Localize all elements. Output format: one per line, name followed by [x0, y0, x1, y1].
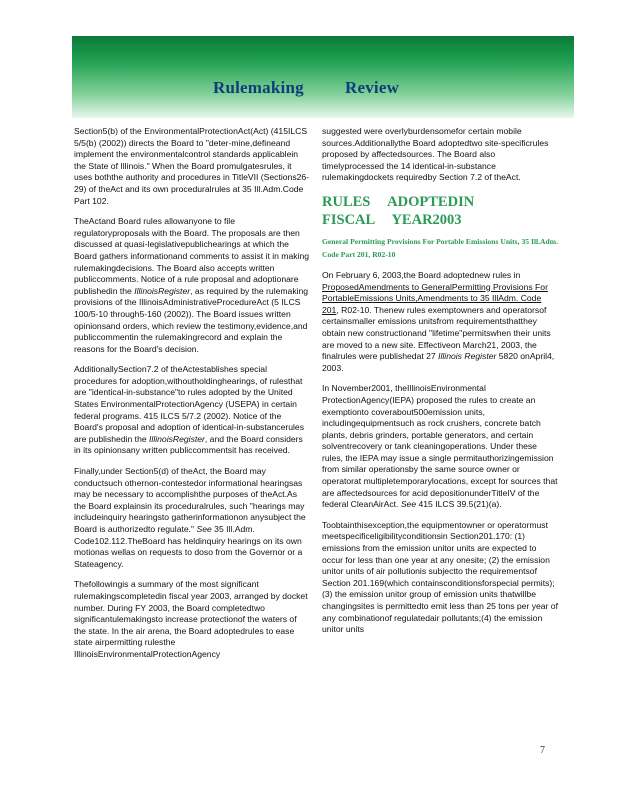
paragraph: Thefollowingis a summary of the most significant rulemakingscompletedin fiscal year 2003, arranged by docket number. During FY 2003, the Board completedtwo significantulemakingsto increase protectionof the waters of the state. In the air arena, the Board adoptedrules to ease state airpermitting rulesthe IllinoisEnvironmentalProtectionAgency [74, 579, 308, 659]
right-column [322, 126, 558, 645]
paragraph: Finally,under Section5(d) of theAct, the Board may conductsuch othernon-contestedor informational hearingsas may be necessary to accomplishthe purposes of theAct.As the Board explainsin its proceduralrules, such "hearings may includeinquiry hearingsto gatherinformationon anysubject the Board is authorizedto regulate." See 35 Ill.Adm. Code102.112.TheBoard has heldinquiry hearings on its own motionas wellas on requests to doso from the Governor or a Stateagency. [74, 466, 306, 569]
left-column [74, 126, 310, 670]
section-heading: RULES ADOPTEDIN FISCAL YEAR2003 [322, 193, 475, 228]
section-subheading: General Permitting Provisions For Portable Emissions Units, 35 Ill.Adm. Code Part 201, R02-10 [322, 236, 558, 259]
docket-link[interactable]: ProposedAmendments to GeneralPermitting Provisions For PortableEmissions Units,Amendments to 35 IllAdm. Code 201 [322, 281, 548, 315]
paragraph: suggested were overlyburdensomefor certain mobile sources.Additionallythe Board adoptedtwo site-specificrules proposed by affectedsources. The Board also timelyprocessed the 14 identical-in-substance rulemakingdockets requiredby Section 7.2 of theAct. [322, 126, 549, 183]
header-banner [72, 36, 574, 118]
page-number: 7 [540, 745, 545, 756]
paragraph: Section5(b) of the EnvironmentalProtectionAct(Act) (415ILCS 5/5(b) (2002)) directs the Board to "deter-mine,defineand implement the environmentalcontrol standards applicablein the State of Illinois." When the Board promulgatesrules, it uses boththe authority and procedures in TitleVII (Sections26-29) of theAct and its own proceduralrules at 35 Ill.Adm.Code Part 102. [74, 126, 310, 206]
page-title-rulemaking: Rulemaking [213, 78, 304, 97]
paragraph: Toobtainthisexception,the equipmentowner or operatormust meetspecificeligibilityconditionsin Section201.170: (1) emissions from the emission unitor units are expected to occur for less than one year at any onesite; (2) the emission unitor units of air pollutionis subjectto the requirementsof Section 201.169(which containsconditionsforspecial permits); (3) the emission unitor group of emission units thatwillbe changingsites is permittedto emit less than 25 tons per year of any combinationof regulatedair pollutants;(4) the emission unitor units [322, 519, 558, 635]
paragraph: In November2001, theIllinoisEnvironmental ProtectionAgency(IEPA) proposed the rules to create an exemptionto coverabout500emission units, includingequipmentsuch as rock crushers, concrete batch plants, debris grinders, portable generators, and certain solventrecovery or tank cleaningoperations. Under these rules, the IEPA may issue a single permitauthorizingemission from similar operationsby the same source owner or operatorat multipletemporarylocations, except for sources that are affectedsources for acid depositionunderTitleIV of the federal CleanAirAct. See 415 ILCS 39.5(21)(a). [322, 383, 558, 510]
paragraph: AdditionallySection7.2 of theActestablishes special procedures for adoption,withoutholdinghearings, of rulesthat are "identical-in-substance"to rules adopted by the United States EnvironmentalProtectionAgency (USEPA) in certain federal programs. 415 ILCS 5/7.2 (2002). Notice of the Board's proposal and adoption of identical-in-substancerules are publishedin the IllinoisRegister, and the Board considers in its opinionsany written publiccommentsit has received. [74, 364, 304, 456]
paragraph: TheActand Board rules allowanyone to file regulatoryproposals with the Board. The proposals are then discussed at quasi-legislativepublichearings at which the Board gathers informationand comments to assist it in making rulemakingdecisions. The Board also accepts written publiccomments. Notice of a rule proposal and adoptionare publishedin the IllinoisRegister, as required by the rulemaking provisions of the IllinoisAdministrativeProcedureAct (5 ILCS 100/5-10 through5-160 (2002)). The Board issues written opinionsand orders, which review the testimony,evidence,and publiccommentin the rulemakingrecord and explain the reasons for the Board's decision. [74, 216, 310, 354]
paragraph: On February 6, 2003,the Board adoptednew rules in ProposedAmendments to GeneralPermitting Provisions For PortableEmissions Units,Amendments to 35 IllAdm. Code 201, R02-10. Thenew rules exemptowners and operatorsof certainsmaller emissions unitsfrom requirementsthatthey obtain new constructionand "lifetime"permitswhen their units are moved to a new site. Effectiveon March21, 2003, the finalrules were publishedat 27 Illinois Register 5820 onApril4, 2003. [322, 269, 555, 373]
page-title-review: Review [345, 78, 400, 97]
